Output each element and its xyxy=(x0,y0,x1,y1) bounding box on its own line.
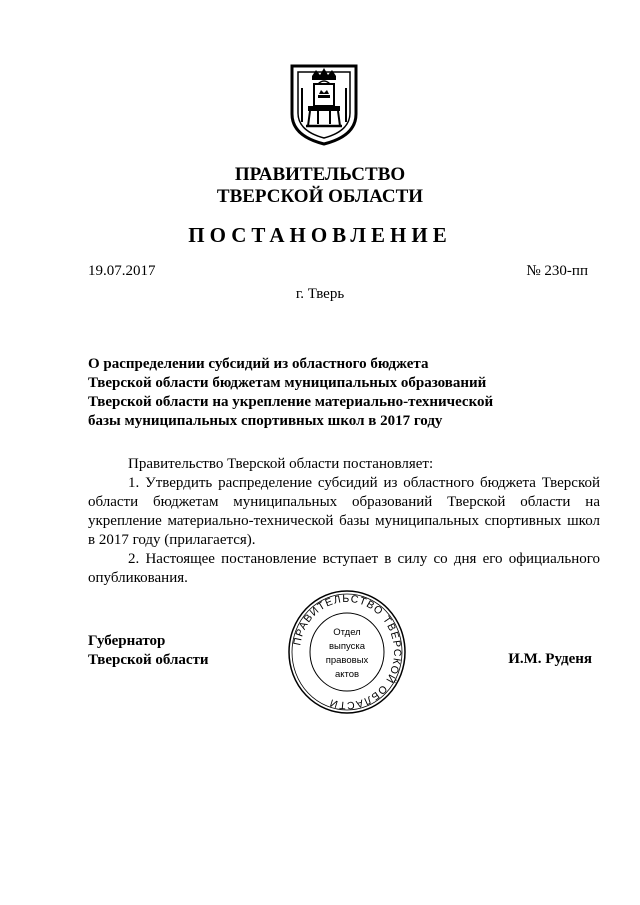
signatory-position-line-2: Тверской области xyxy=(88,652,209,668)
government-line-1: ПРАВИТЕЛЬСТВО xyxy=(234,164,406,185)
government-title xyxy=(0,164,640,208)
stamp-center-line-4: актов xyxy=(334,669,360,680)
body-paragraph-2: 2. Настоящее постановление вступает в силу со дня его официального опубликования. xyxy=(88,551,600,586)
signatory-position-line-1: Губернатор xyxy=(88,633,166,649)
document-body xyxy=(88,455,600,588)
subject-line-3: Тверской области на укрепление материально-технической xyxy=(88,394,494,410)
signatory-position xyxy=(88,632,209,670)
stamp-center-line-1: Отдел xyxy=(333,627,361,638)
document-city: г. Тверь xyxy=(295,286,345,302)
subject-line-4: базы муниципальных спортивных школ в 2017 году xyxy=(88,413,443,429)
signatory-name: И.М. Руденя xyxy=(508,651,592,667)
stamp-ring-text: ПРАВИТЕЛЬСТВО ТВЕРСКОЙ ОБЛАСТИ xyxy=(291,592,404,712)
document-subject xyxy=(88,355,528,431)
subject-line-2: Тверской области бюджетам муниципальных образований xyxy=(88,375,487,391)
body-intro: Правительство Тверской области постановляет: xyxy=(128,456,434,472)
stamp-center-line-3: правовых xyxy=(325,655,369,666)
government-line-2: ТВЕРСКОЙ ОБЛАСТИ xyxy=(216,186,424,207)
subject-line-1: О распределении субсидий из областного бюджета xyxy=(88,356,429,372)
document-date: 19.07.2017 xyxy=(88,263,156,279)
body-paragraph-1: 1. Утвердить распределение субсидий из областного бюджета Тверской области бюджетам муниципальных образований Тверской области на укрепление материально-технической базы муниципальных спортивных школ в 2017 году (прилагается). xyxy=(88,475,600,548)
document-type-heading: ПОСТАНОВЛЕНИЕ xyxy=(188,223,452,247)
document-number: № 230-пп xyxy=(526,263,588,279)
official-stamp xyxy=(286,588,408,716)
coat-of-arms-icon xyxy=(288,62,360,146)
stamp-center-line-2: выпуска xyxy=(328,641,366,652)
